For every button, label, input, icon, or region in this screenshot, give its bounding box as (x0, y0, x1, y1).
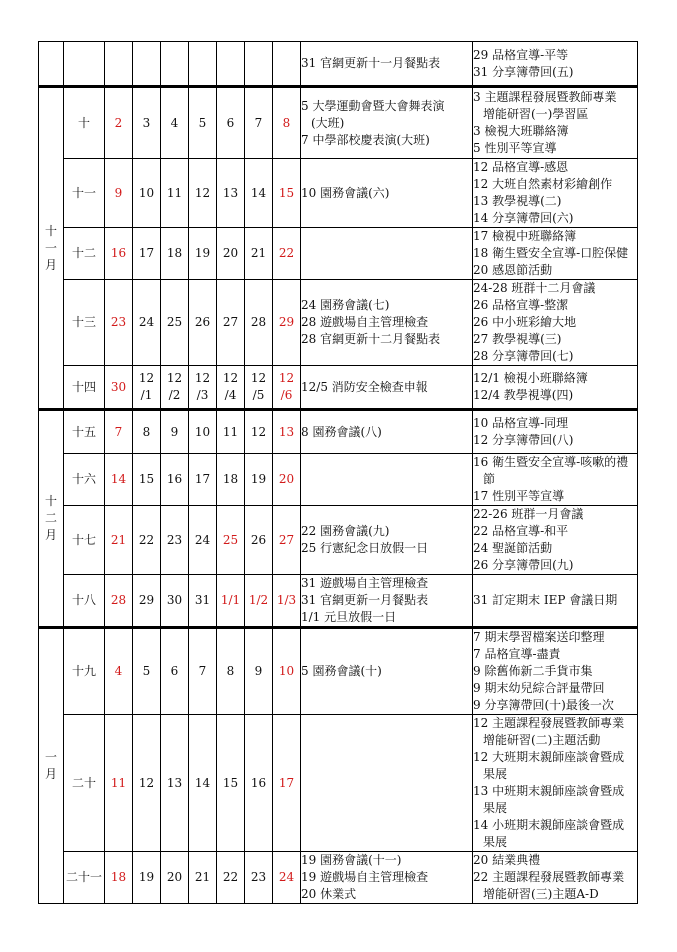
month-label: 十 二 月 (39, 410, 64, 628)
day-cell: 5 (133, 628, 161, 715)
day-cell: 17 (189, 454, 217, 506)
day-cell: 8 (133, 410, 161, 454)
notes-cell (473, 715, 638, 852)
note-line: 16 衛生暨安全宣導-咳嗽的禮 (473, 455, 629, 469)
day-cell (161, 366, 189, 410)
day-cell: 11 (161, 159, 189, 228)
day-cell: 20 (217, 228, 245, 280)
events-cell (301, 506, 473, 575)
day-cell: 29 (273, 280, 301, 366)
events-cell (301, 159, 473, 228)
day-cell: 16 (245, 715, 273, 852)
day-cell: 9 (105, 159, 133, 228)
week-label: 十八 (64, 575, 105, 628)
note-line: 12 分享簿帶回(八) (473, 433, 574, 447)
notes-cell (473, 410, 638, 454)
day-cell: 22 (133, 506, 161, 575)
events-cell (301, 852, 473, 904)
note-line: 果展 (483, 801, 508, 815)
week-cell (64, 42, 105, 87)
day-cell: 22 (273, 228, 301, 280)
events-cell (301, 410, 473, 454)
events-cell (301, 87, 473, 159)
day-cell: 15 (217, 715, 245, 852)
note-line: 3 檢視大班聯絡簿 (473, 124, 569, 138)
events-cell (301, 715, 473, 852)
notes-cell (473, 42, 638, 87)
note-line: 7 期末學習檔案送印整理 (473, 630, 605, 644)
event-line: 10 園務會議(六) (301, 185, 390, 200)
day-cell: 30 (161, 575, 189, 628)
note-line: 13 教學視導(二) (473, 194, 562, 208)
day-cell: 13 (273, 410, 301, 454)
day-cell: 8 (273, 87, 301, 159)
day-cell: 29 (133, 575, 161, 628)
day-number: 12 (250, 371, 267, 385)
notes-cell (473, 366, 638, 410)
note-line: 20 感恩節活動 (473, 263, 553, 277)
day-cell: 4 (161, 87, 189, 159)
day-cell: 21 (189, 852, 217, 904)
note-line: 果展 (483, 767, 508, 781)
day-cell: 15 (273, 159, 301, 228)
note-line: 3 主題課程發展暨教師專業 (473, 90, 617, 104)
event-line: 1/1 元旦放假一日 (301, 610, 397, 624)
notes-cell (473, 280, 638, 366)
day-cell: 23 (105, 280, 133, 366)
day-cell: 3 (133, 87, 161, 159)
week-label: 十三 (64, 280, 105, 366)
event-line: 19 遊戲場自主管理檢查 (301, 870, 429, 884)
note-line: 28 分享簿帶回(七) (473, 349, 574, 363)
week-label: 十四 (64, 366, 105, 410)
day-number: 12 (166, 371, 183, 385)
note-line: 24 聖誕節活動 (473, 541, 553, 555)
notes-cell (473, 628, 638, 715)
day-cell: 7 (105, 410, 133, 454)
events-cell (301, 575, 473, 628)
day-cell: 1/1 (217, 575, 245, 628)
note-line: 22 主題課程發展暨教師專業 (473, 870, 625, 884)
event-line: 25 行憲紀念日放假一日 (301, 541, 429, 555)
day-number-suffix: /1 (140, 388, 153, 402)
note-line: 14 分享簿帶回(六) (473, 211, 574, 225)
day-cell: 11 (217, 410, 245, 454)
event-line: 5 園務會議(十) (301, 664, 382, 678)
day-cell: 19 (245, 454, 273, 506)
day-cell: 19 (133, 852, 161, 904)
day-cell: 20 (161, 852, 189, 904)
week-label: 十五 (64, 410, 105, 454)
day-cell: 6 (161, 628, 189, 715)
day-cell: 27 (273, 506, 301, 575)
event-line: 24 園務會議(七) (301, 298, 390, 312)
note-line: 12/4 教學視導(四) (473, 388, 574, 402)
day-cell: 19 (189, 228, 217, 280)
day-cell (245, 366, 273, 410)
day-number: 12 (138, 371, 155, 385)
day-cell: 22 (217, 852, 245, 904)
notes-cell (473, 228, 638, 280)
day-cell: 14 (189, 715, 217, 852)
day-cell (133, 366, 161, 410)
note-line: 14 小班期末親師座談會暨成 (473, 818, 625, 832)
day-number: 12 (278, 371, 295, 385)
note-line: 27 教學視導(三) (473, 332, 562, 346)
note-line: 18 衛生暨安全宣導-口腔保健 (473, 246, 629, 260)
note-line: 9 分享簿帶回(十)最後一次 (473, 698, 614, 712)
note-line: 9 除舊佈新二手貨市集 (473, 664, 593, 678)
events-cell (301, 628, 473, 715)
week-label: 十六 (64, 454, 105, 506)
notes-cell (473, 506, 638, 575)
note-line: 13 中班期末親師座談會暨成 (473, 784, 625, 798)
event-line: 31 官網更新十一月餐點表 (301, 56, 441, 70)
day-cell: 25 (217, 506, 245, 575)
day-cell: 25 (161, 280, 189, 366)
note-line: 29 品格宣導-平等 (473, 47, 569, 62)
week-label: 十七 (64, 506, 105, 575)
event-line: 20 休業式 (301, 887, 357, 901)
day-cell: 10 (273, 628, 301, 715)
day-cell (105, 366, 133, 410)
week-label: 二十一 (64, 852, 105, 904)
note-line: 5 性別平等宣導 (473, 141, 557, 155)
note-line: 7 品格宣導-盡責 (473, 647, 561, 661)
day-cell: 27 (217, 280, 245, 366)
day-cell: 17 (133, 228, 161, 280)
note-line: 22 品格宣導-和平 (473, 524, 569, 538)
month-label: 十 一 月 (39, 87, 64, 410)
day-cell: 7 (245, 87, 273, 159)
day-cell: 12 (245, 410, 273, 454)
event-line: 28 官網更新十二月餐點表 (301, 332, 441, 346)
day-cell: 7 (189, 628, 217, 715)
note-line: 果展 (483, 835, 508, 849)
notes-cell (473, 852, 638, 904)
day-number: 30 (110, 380, 127, 394)
day-cell: 21 (105, 506, 133, 575)
day-cell (217, 366, 245, 410)
day-cell: 5 (189, 87, 217, 159)
note-line: 12 品格宣導-感恩 (473, 160, 569, 174)
day-cell (189, 366, 217, 410)
day-cell: 11 (105, 715, 133, 852)
events-cell (301, 42, 473, 87)
note-line: 31 分享簿帶回(五) (473, 64, 574, 79)
event-line: 19 園務會議(十一) (301, 853, 402, 867)
note-line: 12 大班期末親師座談會暨成 (473, 750, 625, 764)
day-cell: 24 (133, 280, 161, 366)
day-cell: 1/3 (273, 575, 301, 628)
note-line: 20 結業典禮 (473, 853, 541, 867)
day-cell: 13 (161, 715, 189, 852)
event-line: 8 園務會議(八) (301, 424, 382, 439)
day-cell: 23 (245, 852, 273, 904)
day-cell: 6 (217, 87, 245, 159)
day-cell: 4 (105, 628, 133, 715)
note-line: 26 分享簿帶回(九) (473, 558, 574, 572)
day-cell: 31 (189, 575, 217, 628)
day-number: 12 (222, 371, 239, 385)
day-cell: 8 (217, 628, 245, 715)
note-line: 31 訂定期末 IEP 會議日期 (473, 593, 618, 607)
note-line: 增能研習(二)主題活動 (483, 733, 601, 747)
event-line: 5 大學運動會暨大會舞表演 (301, 98, 445, 113)
event-line: 12/5 消防安全檢查申報 (301, 379, 428, 394)
day-cell: 10 (133, 159, 161, 228)
day-number: 12 (194, 371, 211, 385)
note-line: 17 性別平等宣導 (473, 489, 565, 503)
day-cell: 9 (161, 410, 189, 454)
note-line: 增能研習(三)主題A-D (483, 887, 599, 901)
events-cell (301, 366, 473, 410)
day-cell: 26 (189, 280, 217, 366)
notes-cell (473, 575, 638, 628)
day-cell: 28 (245, 280, 273, 366)
day-cell: 14 (105, 454, 133, 506)
event-line: 7 中學部校慶表演(大班) (301, 132, 430, 147)
events-cell (301, 228, 473, 280)
day-number-suffix: /3 (196, 388, 209, 402)
day-cell: 13 (217, 159, 245, 228)
month-label: 一 月 (39, 628, 64, 904)
day-cell: 10 (189, 410, 217, 454)
day-cell: 18 (105, 852, 133, 904)
events-cell (301, 454, 473, 506)
day-cell: 26 (245, 506, 273, 575)
week-label: 十一 (64, 159, 105, 228)
day-cell: 16 (161, 454, 189, 506)
day-cell: 16 (105, 228, 133, 280)
day-cell: 17 (273, 715, 301, 852)
note-line: 26 品格宣導-整潔 (473, 298, 569, 312)
note-line: 增能研習(一)學習區 (483, 107, 589, 121)
day-number-suffix: /5 (252, 388, 265, 402)
week-label: 十九 (64, 628, 105, 715)
day-cell: 28 (105, 575, 133, 628)
note-line: 12 大班自然素材彩繪創作 (473, 177, 613, 191)
day-cell: 1/2 (245, 575, 273, 628)
note-line: 12 主題課程發展暨教師專業 (473, 716, 625, 730)
note-line: 22-26 班群一月會議 (473, 507, 584, 521)
event-line: (大班) (311, 115, 345, 130)
school-calendar-table (38, 41, 638, 904)
day-cell: 18 (217, 454, 245, 506)
day-cell: 18 (161, 228, 189, 280)
week-label: 十 (64, 87, 105, 159)
note-line: 節 (483, 472, 496, 486)
month-cell (39, 42, 64, 87)
note-line: 12/1 檢視小班聯絡簿 (473, 371, 588, 385)
note-line: 10 品格宣導-同理 (473, 416, 569, 430)
notes-cell (473, 454, 638, 506)
day-cell: 24 (189, 506, 217, 575)
week-label: 二十 (64, 715, 105, 852)
day-number-suffix: /4 (224, 388, 237, 402)
day-cell: 9 (245, 628, 273, 715)
events-cell (301, 280, 473, 366)
day-cell: 23 (161, 506, 189, 575)
note-line: 17 檢視中班聯絡簿 (473, 229, 577, 243)
notes-cell (473, 159, 638, 228)
week-label: 十二 (64, 228, 105, 280)
day-cell: 15 (133, 454, 161, 506)
day-cell (273, 366, 301, 410)
event-line: 31 遊戲場自主管理檢查 (301, 576, 429, 590)
day-cell: 12 (189, 159, 217, 228)
day-cell: 21 (245, 228, 273, 280)
event-line: 28 遊戲場自主管理檢查 (301, 315, 429, 329)
note-line: 9 期末幼兒綜合評量帶回 (473, 681, 605, 695)
event-line: 31 官網更新一月餐點表 (301, 593, 429, 607)
day-number-suffix: /2 (168, 388, 181, 402)
day-cell: 20 (273, 454, 301, 506)
note-line: 24-28 班群十二月會議 (473, 281, 596, 295)
day-cell: 24 (273, 852, 301, 904)
day-cell: 14 (245, 159, 273, 228)
note-line: 26 中小班彩繪大地 (473, 315, 577, 329)
day-number-suffix: /6 (280, 388, 293, 402)
event-line: 22 園務會議(九) (301, 524, 390, 538)
notes-cell (473, 87, 638, 159)
day-cell: 2 (105, 87, 133, 159)
day-cell: 12 (133, 715, 161, 852)
